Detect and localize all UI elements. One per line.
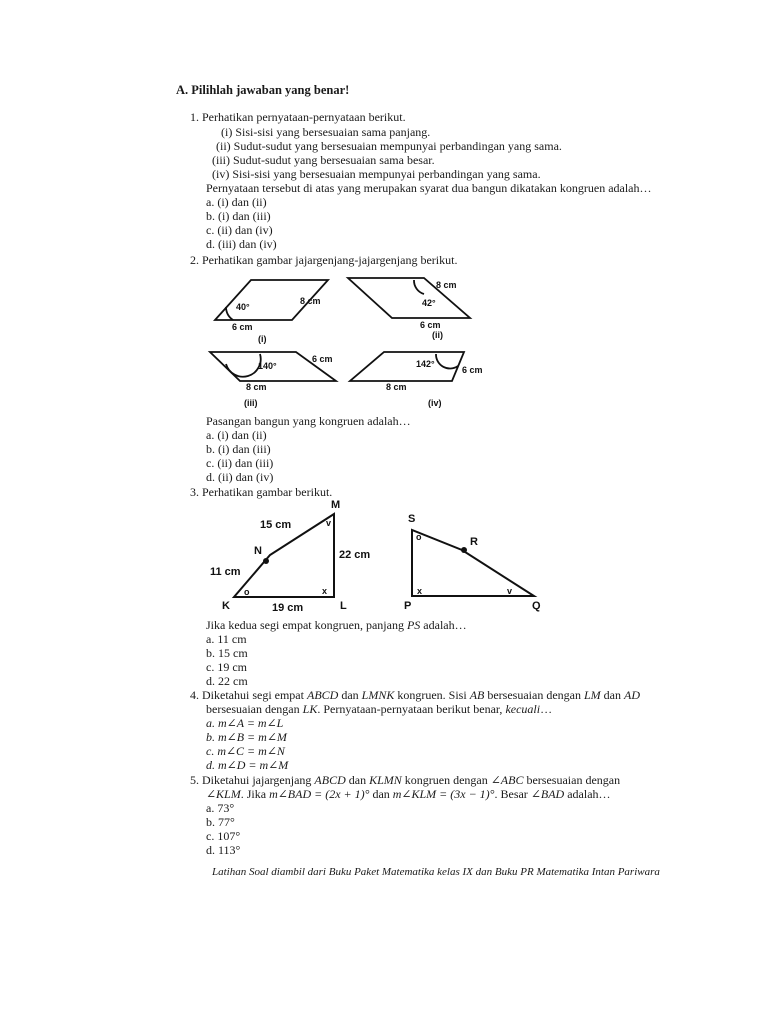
q2-option-d: d. (ii) dan (iv) bbox=[206, 470, 274, 484]
side-label-iv-a: 6 cm bbox=[462, 365, 483, 375]
angle-mark-s: o bbox=[416, 532, 422, 542]
source-footnote: Latihan Soal diambil dari Buku Paket Matematika kelas IX dan Buku PR Matematika Intan Pariwara bbox=[212, 866, 660, 878]
q2-option-a: a. (i) dan (ii) bbox=[206, 428, 267, 442]
angle-label-iv: 142° bbox=[416, 359, 435, 369]
vertex-k: K bbox=[222, 600, 230, 612]
q3-question: Jika kedua segi empat kongruen, panjang PS adalah… bbox=[206, 618, 467, 632]
q4-stem-line2: bersesuaian dengan LK. Pernyataan-pernyataan berikut benar, kecuali… bbox=[206, 702, 553, 716]
q3-option-a: a. 11 cm bbox=[206, 632, 247, 646]
q1-statement-1: (i) Sisi-sisi yang bersesuaian sama panjang. bbox=[221, 125, 431, 139]
q4-option-a: a. m∠A = m∠L bbox=[206, 716, 284, 730]
q1-statement-3: (iii) Sudut-sudut yang bersesuaian sama besar. bbox=[212, 153, 435, 167]
side-kn-label: 11 cm bbox=[210, 566, 241, 578]
angle-arc-iv bbox=[436, 354, 458, 369]
q4-option-d: d. m∠D = m∠M bbox=[206, 758, 289, 772]
angle-mark-p: x bbox=[417, 586, 423, 596]
side-label-iii-a: 6 cm bbox=[312, 354, 333, 364]
q3-option-d: d. 22 cm bbox=[206, 674, 248, 688]
q1-statement-4: (iv) Sisi-sisi yang bersesuaian mempunyai perbandingan yang sama. bbox=[212, 167, 541, 181]
q5-stem-line1: 5. Diketahui jajargenjang ABCD dan KLMN kongruen dengan ∠ABC bersesuaian dengan bbox=[190, 773, 621, 787]
vertex-r: R bbox=[470, 536, 478, 548]
angle-label-i: 40° bbox=[236, 302, 250, 312]
dot-mark-r bbox=[461, 547, 467, 553]
q1-option-c: c. (ii) dan (iv) bbox=[206, 223, 273, 237]
angle-arc-ii bbox=[414, 280, 424, 294]
angle-mark-q: v bbox=[507, 586, 513, 596]
q3-option-b: b. 15 cm bbox=[206, 646, 248, 660]
angle-mark-m: v bbox=[326, 518, 332, 528]
angle-mark-l: x bbox=[322, 586, 328, 596]
caption-ii: (ii) bbox=[432, 330, 443, 340]
q5-option-d: d. 113° bbox=[206, 843, 241, 857]
vertex-p: P bbox=[404, 600, 412, 612]
q1-option-a: a. (i) dan (ii) bbox=[206, 195, 267, 209]
q1-option-d: d. (iii) dan (iv) bbox=[206, 237, 277, 251]
dot-mark-n bbox=[263, 558, 269, 564]
side-label-iv-b: 8 cm bbox=[386, 382, 407, 392]
section-title: A. Pilihlah jawaban yang benar! bbox=[176, 83, 350, 97]
q4-option-c: c. m∠C = m∠N bbox=[206, 744, 285, 758]
q3-option-c: c. 19 cm bbox=[206, 660, 247, 674]
side-label-i-b: 6 cm bbox=[232, 322, 253, 332]
vertex-n: N bbox=[254, 545, 262, 557]
angle-arc-iii bbox=[226, 354, 261, 377]
q4-option-b: b. m∠B = m∠M bbox=[206, 730, 287, 744]
q5-option-a: a. 73° bbox=[206, 801, 235, 815]
angle-mark-k: o bbox=[244, 587, 250, 597]
q1-statement-2: (ii) Sudut-sudut yang bersesuaian mempunyai perbandingan yang sama. bbox=[216, 139, 562, 153]
q5-stem-line2: ∠KLM. Jika m∠BAD = (2x + 1)° dan m∠KLM = (3x − 1)°. Besar ∠BAD adalah… bbox=[206, 787, 611, 801]
vertex-s: S bbox=[408, 513, 416, 525]
side-kl-label: 19 cm bbox=[272, 602, 304, 614]
q1-stem: 1. Perhatikan pernyataan-pernyataan berikut. bbox=[190, 110, 406, 124]
vertex-m: M bbox=[331, 499, 341, 511]
q4-stem-line1: 4. Diketahui segi empat ABCD dan LMNK kongruen. Sisi AB bersesuaian dengan LM dan AD bbox=[190, 688, 640, 702]
caption-i: (i) bbox=[258, 334, 267, 344]
q2-question: Pasangan bangun yang kongruen adalah… bbox=[206, 414, 411, 428]
angle-label-iii: 140° bbox=[258, 361, 277, 371]
angle-label-ii: 42° bbox=[422, 298, 436, 308]
q3-stem: 3. Perhatikan gambar berikut. bbox=[190, 485, 333, 499]
side-label-ii-b: 6 cm bbox=[420, 320, 441, 330]
quadrilaterals-figure bbox=[200, 498, 550, 616]
q1-question: Pernyataan tersebut di atas yang merupakan syarat dua bangun dikatakan kongruen adalah… bbox=[206, 181, 652, 195]
parallelograms-figure bbox=[200, 270, 520, 410]
q5-option-b: b. 77° bbox=[206, 815, 235, 829]
q5-option-c: c. 107° bbox=[206, 829, 241, 843]
vertex-q: Q bbox=[532, 600, 541, 612]
caption-iii: (iii) bbox=[244, 398, 258, 408]
q2-stem: 2. Perhatikan gambar jajargenjang-jajargenjang berikut. bbox=[190, 253, 458, 267]
q2-option-b: b. (i) dan (iii) bbox=[206, 442, 271, 456]
side-label-ii-a: 8 cm bbox=[436, 280, 457, 290]
caption-iv: (iv) bbox=[428, 398, 442, 408]
q2-option-c: c. (ii) dan (iii) bbox=[206, 456, 274, 470]
vertex-l: L bbox=[340, 600, 347, 612]
side-nm-label: 15 cm bbox=[260, 519, 292, 531]
side-label-iii-b: 8 cm bbox=[246, 382, 267, 392]
parallelogram-iv bbox=[350, 352, 464, 381]
q1-option-b: b. (i) dan (iii) bbox=[206, 209, 271, 223]
side-ml-label: 22 cm bbox=[339, 549, 371, 561]
side-label-i-a: 8 cm bbox=[300, 296, 321, 306]
angle-arc-i bbox=[226, 307, 233, 320]
